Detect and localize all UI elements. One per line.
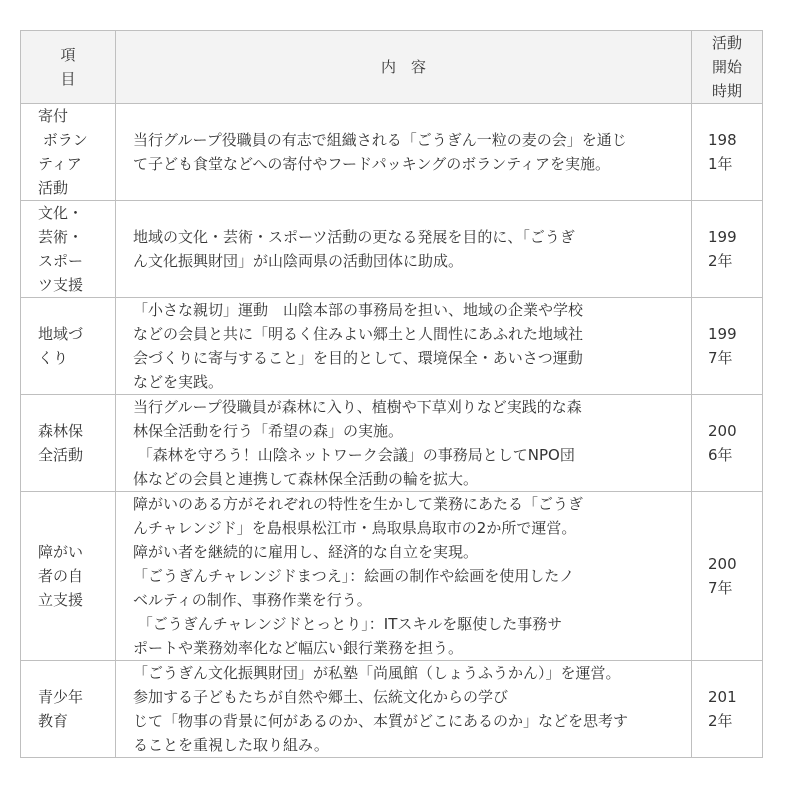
row-period: 199 2年 (692, 201, 763, 298)
table-row (21, 395, 763, 492)
row-item: 地域づ くり (21, 298, 116, 395)
row-item: 青少年 教育 (21, 661, 116, 758)
activities-table (20, 30, 763, 758)
row-content: 当行グループ役職員の有志で組織される「ごうぎん一粒の麦の会」を通じ て子ども食堂などへの寄付やフードパッキングのボランティアを実施。 (116, 104, 692, 201)
row-item: 寄付 ボラン ティア 活動 (21, 104, 116, 201)
row-item: 障がい 者の自 立支援 (21, 492, 116, 661)
row-content: 「小さな親切」運動 山陰本部の事務局を担い、地域の企業や学校 などの会員と共に「明るく住みよい郷土と人間性にあふれた地域社 会づくりに寄与すること」を目的として、環境保全・あいさつ運動 などを実践。 (116, 298, 692, 395)
table-row (21, 201, 763, 298)
row-period: 200 7年 (692, 492, 763, 661)
row-period: 198 1年 (692, 104, 763, 201)
row-item: 文化・ 芸術・ スポー ツ支援 (21, 201, 116, 298)
row-period: 200 6年 (692, 395, 763, 492)
row-content: 「ごうぎん文化振興財団」が私塾「尚風館（しょうふうかん）」を運営。 参加する子どもたちが自然や郷土、伝統文化からの学び じて「物事の背景に何があるのか、本質がどこにあるのか」などを思考す ることを重視した取り組み。 (116, 661, 692, 758)
table-header-row (21, 31, 763, 104)
row-content: 障がいのある方がそれぞれの特性を生かして業務にあたる「ごうぎ んチャレンジド」を島根県松江市・鳥取県鳥取市の2か所で運営。 障がい者を継続的に雇用し、経済的な自立を実現。 「ごうぎんチャレンジドまつえ」：絵画の制作や絵画を使用したノ ベルティの制作、事務作業を行う。 「ごうぎんチャレンジドとっとり」：ITスキルを駆使した事務サ ポートや業務効率化など幅広い銀行業務を担う。 (116, 492, 692, 661)
table-row (21, 298, 763, 395)
table-row (21, 104, 763, 201)
row-period: 199 7年 (692, 298, 763, 395)
row-content: 当行グループ役職員が森林に入り、植樹や下草刈りなど実践的な森 林保全活動を行う「希望の森」の実施。 「森林を守ろう！山陰ネットワーク会議」の事務局としてNPO団 体などの会員と連携して森林保全活動の輪を拡大。 (116, 395, 692, 492)
table-row (21, 492, 763, 661)
table-row (21, 661, 763, 758)
row-period: 201 2年 (692, 661, 763, 758)
header-period: 活動 開始 時期 (692, 31, 763, 104)
header-item: 項 目 (21, 31, 116, 104)
row-content: 地域の文化・芸術・スポーツ活動の更なる発展を目的に、「ごうぎ ん文化振興財団」が山陰両県の活動団体に助成。 (116, 201, 692, 298)
header-content: 内 容 (116, 31, 692, 104)
row-item: 森林保 全活動 (21, 395, 116, 492)
